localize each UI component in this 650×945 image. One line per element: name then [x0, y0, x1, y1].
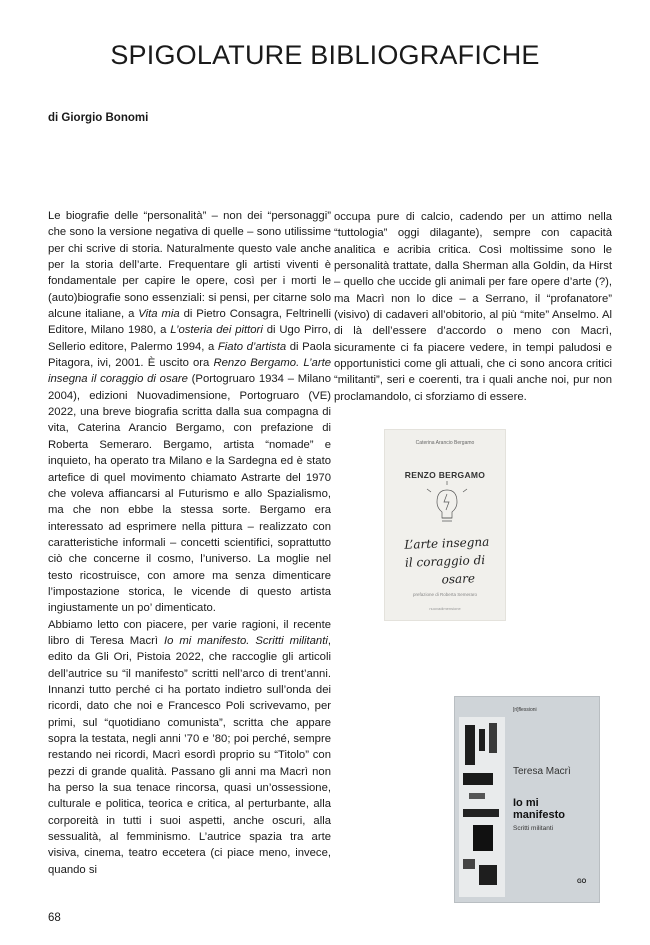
book-cover-author: Caterina Arancio Bergamo: [415, 440, 475, 446]
publisher-logo: GO: [577, 879, 587, 885]
book-cover-title: RENZO BERGAMO: [404, 470, 486, 480]
article-paragraph: occupa pure di calcio, cadendo per un attimo nella “tuttologia” oggi dilagante), sempre con capacità analitica e acribia critica. Così moltissime sono le personalità trattate, dalla Sherman alla Goldin, da Hirst – quello che uccide gli animali per fare opere d’arte (?), ma Macrì non lo dice – a Serrano, il “profanatore” (visivo) di cadaveri all’obitorio, al più “mite” Anselmo. Al di là dell’essere d’accordo o meno con Macrì, sicuramente ci fa piacere vedere, in tempi paludosi e opportunistici come gli attuali, che ci sono ancora critici “militanti”, seri e coerenti, tra i quali anche noi, pur non proclamandolo, ci sforziamo di essere.: [334, 211, 612, 403]
page-title: SPIGOLATURE BIBLIOGRAFICHE: [110, 40, 540, 70]
article-column-left: [48, 208, 331, 878]
book-cover-publisher: nuovadimensione: [429, 606, 461, 611]
book-cover-io-mi-manifesto: [455, 697, 599, 902]
book-cover-preface: prefazione di Roberta Semeraro: [412, 592, 478, 597]
article-paragraph: Le biografie delle “personalità” – non dei “personaggi” che sono la versione negativa di quelle – sono utilissime per chi scrive di storia. Naturalmente questo vale anche per la storia dell’arte. Frequentare gli artisti viventi è fondamentale per capire le opere, così per i morti le (auto)biografie sono essenziali: si pensi, per citarne solo alcune italiane, a Vita mia di Pietro Consagra, Feltrinelli Editore, Milano 1980, a L’osteria dei pittori di Ugo Pirro, Sellerio editore, Palermo 1994, a Fiato d’artista di Paola Pitagora, ivi, 2001. È uscito ora Renzo Bergamo. L’arte insegna il coraggio di osare (Portogruaro 1934 – Milano 2004), edizioni Nuovadimensione, Portogruaro (VE) 2022, una breve biografia scritta dalla sua compagna di vita, Caterina Arancio Bergamo, con prefazione di Roberta Semeraro. Bergamo, artista “nomade” e inquieto, ha operato tra Milano e la Sardegna ed è stato artefice di quel movimento chiamato Astrarte del 1970 che voleva affiancarsi al Futurismo e allo Spazialismo, ma che non ebbe la stessa sorte. Bergamo era interessato ad esprimere nella pittura – realizzato con caratteristiche informali – concetti scientifici, soprattutto ciò che concerne il cosmo, l’universo. La moglie nel testo ricostruisce, con amore ma senza dimenticare l’impostazione storica, le vicende di questo artista ingiustamente un po’ dimenticato.: [48, 210, 332, 615]
book-cover-author: Teresa Macrì: [513, 766, 571, 777]
book-cover-title: Io mi manifesto: [513, 797, 565, 821]
book-cover-subtitle: Scritti militanti: [513, 825, 554, 832]
book-cover-renzo-bergamo: [385, 430, 505, 620]
article-author: di Giorgio Bonomi: [48, 112, 149, 124]
article-column-right: [334, 209, 612, 405]
book-series: [ri]flessioni: [513, 707, 537, 713]
page-number: 68: [48, 912, 61, 924]
article-paragraph: Abbiamo letto con piacere, per varie ragioni, il recente libro di Teresa Macrì Io mi manifesto. Scritti militanti, edito da Gli Ori, Pistoia 2022, che raccoglie gli articoli dell’autrice su “il manifesto” scritti nell’arco di trent’anni. Innanzi tutto perché ci ha portato indietro sull’onda dei ricordi, dato che noi e Francesco Poli scrivevamo, per primi, sul “quotidiano comunista”, scritta che appare sopra la testata, negli anni ’70 e ’80; poi perché, sempre restando nei ricordi, Macrì esordì proprio su “Titolo” con pezzi di grande qualità. Passano gli anni ma Macrì non ha perso la sua tenace rincorsa, quasi un’ossessione, culturale e politica, teorica e critica, al perturbante, alla corporeità in tutti i suoi aspetti, anche oscuri, alla sessualità, al femminismo. L’autrice spazia tra arte visiva, cinema, teatro eccetera (ci piace meno, invece, quando si: [48, 618, 332, 876]
newspaper-strip-image: [459, 717, 505, 897]
handwritten-title: L’arte insegna il coraggio di osare: [404, 534, 490, 587]
